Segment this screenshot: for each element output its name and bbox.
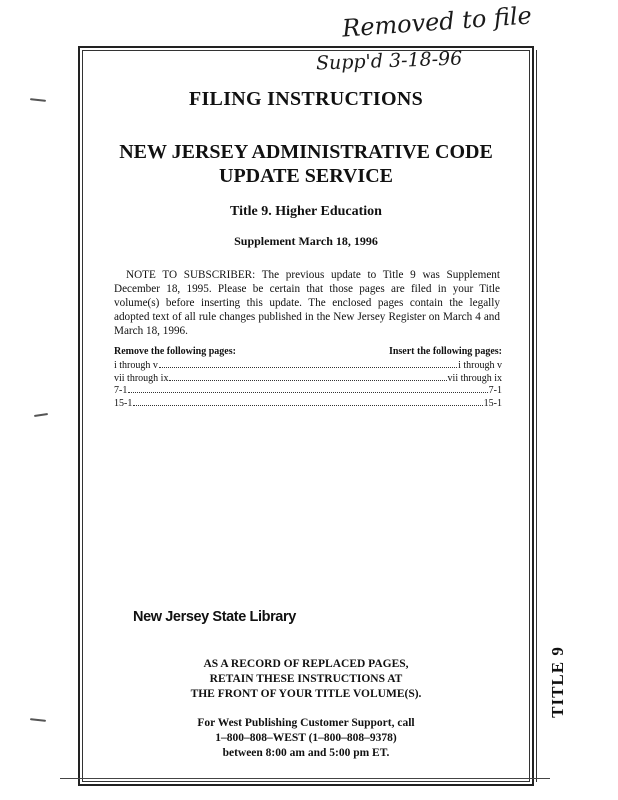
- bottom-rule: [60, 778, 550, 779]
- hole-punch-mark: [30, 98, 46, 102]
- insert-page: 15-1: [483, 397, 502, 409]
- page-row: [114, 360, 502, 373]
- insert-page: i through v: [458, 360, 502, 371]
- title-heading: Title 9. Higher Education: [230, 204, 382, 219]
- record-instructions: [82, 657, 530, 702]
- hole-punch-mark: [34, 413, 48, 417]
- hole-punch-mark: [30, 718, 46, 722]
- code-title-line1: NEW JERSEY ADMINISTRATIVE CODE: [119, 141, 493, 163]
- dot-leader: [169, 379, 446, 381]
- support-line1: For West Publishing Customer Support, call: [197, 717, 415, 729]
- remove-page: vii through ix: [114, 372, 169, 384]
- support-line3: between 8:00 am and 5:00 pm ET.: [222, 747, 390, 759]
- insert-page: vii through ix: [447, 372, 502, 384]
- code-title: [82, 140, 530, 188]
- subscriber-note: NOTE TO SUBSCRIBER: The previous update to Title 9 was Supplement December 18, 1995. Please be certain that those pages are filed in your Title volume(s) before inserting this update. The enclosed pages contain the legally adopted text of all rule changes published in the New Jersey Register on March 4 and March 18, 1996.: [114, 269, 500, 337]
- supplement-date: Supplement March 18, 1996: [234, 234, 378, 248]
- remove-page: 7-1: [114, 385, 128, 396]
- handwritten-note-supp: Supp'd 3-18-96: [315, 47, 463, 75]
- support-line2: 1–800–808–WEST (1–800–808–9378): [215, 732, 397, 744]
- record-line2: RETAIN THESE INSTRUCTIONS AT: [209, 673, 403, 685]
- insert-page: 7-1: [488, 385, 502, 396]
- dot-leader: [159, 366, 457, 368]
- pages-list: [114, 360, 502, 410]
- customer-support: [82, 716, 530, 761]
- code-title-line2: UPDATE SERVICE: [219, 165, 393, 187]
- remove-page: 15-1: [114, 397, 133, 409]
- pages-header: [114, 346, 502, 357]
- handwritten-note-removed: Removed to file: [341, 1, 533, 43]
- remove-pages-label: Remove the following pages:: [114, 346, 236, 357]
- page-row: [114, 398, 502, 411]
- page-row: [114, 373, 502, 386]
- spine-divider: [536, 50, 537, 782]
- page-row: [114, 385, 502, 398]
- remove-page: i through v: [114, 360, 158, 371]
- record-line1: AS A RECORD OF REPLACED PAGES,: [203, 658, 409, 670]
- dot-leader: [128, 391, 487, 393]
- record-line3: THE FRONT OF YOUR TITLE VOLUME(S).: [190, 688, 422, 700]
- insert-pages-label: Insert the following pages:: [388, 346, 502, 357]
- library-stamp: New Jersey State Library: [133, 609, 296, 625]
- dot-leader: [133, 404, 482, 406]
- spine-label: TITLE 9: [548, 646, 567, 718]
- filing-instructions-heading: FILING INSTRUCTIONS: [188, 88, 424, 110]
